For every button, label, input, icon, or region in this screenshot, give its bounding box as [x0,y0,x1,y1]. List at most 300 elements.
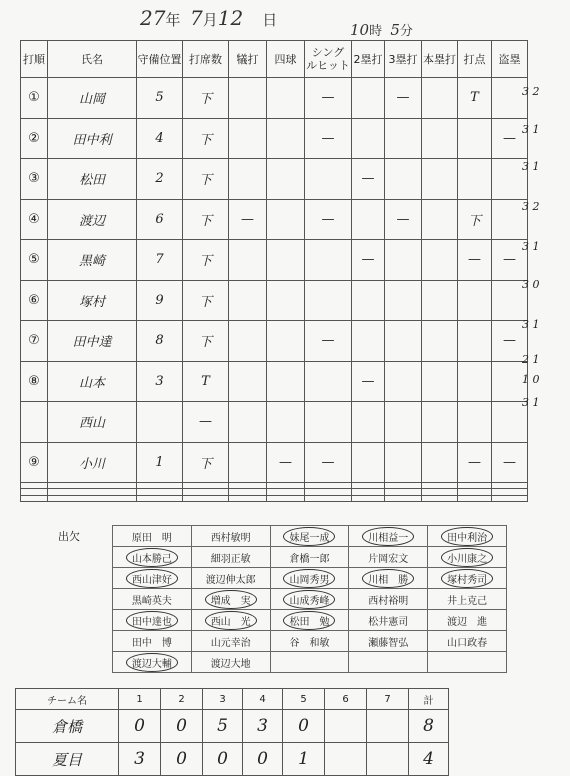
inning-score: 0 [119,710,161,743]
batting-order: ⑦ [28,333,40,349]
cell-pa [183,78,229,119]
attendance-cell [270,526,349,547]
cell-value: 西山 [78,416,105,432]
cell-pa [183,118,229,159]
blank-cell [137,495,183,501]
column-header: 盗塁 [492,41,528,78]
cell-single [305,442,352,483]
cell-pa [183,159,229,200]
member-name: 山口政春 [447,637,488,649]
member-name: 妹尾一成 [283,527,335,546]
total-score: 4 [409,743,449,776]
cell-triple [385,199,422,240]
attendance-cell [428,526,507,547]
cell-value: 下 [198,335,212,351]
cell-value: — [503,454,516,470]
cell-order [21,78,48,119]
cell-pos [137,78,183,119]
batter-row [21,361,528,402]
cell-bb [267,321,305,362]
cell-name [48,118,137,159]
cell-value: 下 [198,254,212,270]
attendance-row [113,547,507,568]
member-name: 井上克己 [447,595,488,607]
batting-order: ⑨ [28,454,40,470]
cell-value: — [321,454,335,470]
cell-order [21,159,48,200]
cell-value: 1 [155,454,164,470]
cell-value: — [279,454,292,470]
cell-pos [137,402,183,443]
cell-value: — [503,130,516,146]
time-hour-unit: 時 [369,24,383,39]
cell-value: 渡辺 [78,213,105,229]
attendance-row [113,526,507,547]
batter-row [21,118,528,159]
side-value: 3 1 [522,123,540,136]
cell-pa [183,402,229,443]
linescore-header: 1 [119,689,161,710]
inning-score [325,710,367,743]
cell-pos [137,199,183,240]
cell-order [21,402,48,443]
cell-bb [267,78,305,119]
cell-value: 山岡 [78,92,105,108]
date-line [140,6,277,30]
member-name: 西村裕明 [368,595,409,607]
cell-value: T [201,373,210,389]
cell-value: 田中達 [72,335,112,351]
cell-single [305,78,352,119]
cell-bb [267,118,305,159]
member-name: 黒崎英夫 [131,595,172,607]
cell-order [21,442,48,483]
cell-double [352,118,385,159]
cell-value: — [321,130,335,146]
scoresheet-header-row [21,41,528,78]
cell-value: 8 [155,333,164,349]
cell-sac [229,361,267,402]
attendance-cell [428,568,507,589]
linescore-header: 4 [243,689,283,710]
cell-triple [385,159,422,200]
cell-order [21,321,48,362]
date-month: 7 [190,6,203,30]
member-name: 瀬藤智弘 [368,637,409,649]
member-name: 渡辺伸太郎 [205,574,256,586]
team-row [16,710,449,743]
cell-sac [229,402,267,443]
cell-value: — [321,90,335,106]
attendance-cell [349,526,428,547]
cell-hr [422,78,458,119]
cell-value: 6 [155,211,164,227]
cell-bb [267,280,305,321]
cell-order [21,118,48,159]
linescore-header: チーム名 [16,689,119,710]
batting-scoresheet [20,40,528,502]
date-year: 27 [140,6,166,30]
date-year-unit: 年 [165,11,181,29]
cell-value: 下 [467,213,481,229]
cell-triple [385,361,422,402]
inning-score: 1 [283,743,325,776]
cell-name [48,199,137,240]
cell-triple [385,240,422,281]
cell-pa [183,361,229,402]
cell-value: 7 [155,252,164,268]
blank-row [21,495,528,501]
cell-double [352,321,385,362]
attendance-cell [113,631,192,652]
linescore-header: 7 [367,689,409,710]
cell-rbi [458,361,492,402]
cell-value: T [470,90,479,106]
total-score: 8 [409,710,449,743]
batter-row [21,402,528,443]
cell-triple [385,118,422,159]
cell-name [48,78,137,119]
column-header: 氏名 [48,41,137,78]
member-name: 谷 和敏 [289,637,330,649]
side-value: 3 1 [522,240,540,253]
column-header: 2塁打 [352,41,385,78]
blank-cell [48,495,137,501]
member-name: 山岡秀男 [283,569,335,588]
cell-value: 松田 [78,173,105,189]
cell-single [305,199,352,240]
cell-value: 4 [155,130,164,146]
attendance-row [113,631,507,652]
cell-value: — [241,211,254,227]
cell-double [352,402,385,443]
cell-double [352,199,385,240]
batting-order: ④ [28,211,40,227]
linescore-header-row [16,689,449,710]
member-name: 山本勝己 [126,548,178,567]
cell-sac [229,280,267,321]
attendance-cell [270,610,349,631]
side-value: 2 1 [522,353,540,366]
attendance-cell [270,568,349,589]
member-name: 片岡宏文 [368,553,409,565]
cell-sac [229,442,267,483]
inning-score: 0 [203,743,243,776]
attendance-cell [349,610,428,631]
column-header: 3塁打 [385,41,422,78]
attendance-cell [191,589,270,610]
date-day-unit: 日 [262,11,278,29]
cell-single [305,240,352,281]
batter-row [21,240,528,281]
side-value: 3 1 [522,160,540,173]
attendance-cell [191,547,270,568]
member-name: 西山 光 [205,611,257,630]
attendance-cell [191,526,270,547]
member-name: 川相益一 [362,527,414,546]
cell-pa [183,199,229,240]
cell-double [352,361,385,402]
cell-hr [422,199,458,240]
column-header: 犠打 [229,41,267,78]
attendance-cell [113,652,192,673]
scoresheet-body [21,78,528,502]
cell-hr [422,321,458,362]
attendance-cell [428,652,507,673]
attendance-cell [113,589,192,610]
attendance-cell [349,631,428,652]
cell-value: 9 [155,292,164,308]
batting-order: ⑤ [28,252,40,268]
cell-bb [267,199,305,240]
cell-order [21,361,48,402]
blank-cell [21,495,48,501]
cell-order [21,240,48,281]
cell-name [48,240,137,281]
cell-value: 下 [198,92,212,108]
cell-hr [422,361,458,402]
linescore-header: 2 [161,689,203,710]
cell-hr [422,240,458,281]
batting-order: ⑧ [28,373,40,389]
attendance-row [113,652,507,673]
attendance-cell [428,631,507,652]
attendance-cell [349,547,428,568]
cell-value: — [361,252,375,268]
inning-score: 5 [203,710,243,743]
cell-double [352,280,385,321]
attendance-cell [191,610,270,631]
member-name: 倉橋一郎 [289,553,330,565]
cell-value: 山本 [78,375,105,391]
column-header: 本塁打 [422,41,458,78]
cell-value: 下 [198,132,212,148]
inning-score: 0 [161,743,203,776]
cell-value: — [503,252,516,268]
time-minute-unit: 分 [399,24,413,39]
cell-pos [137,361,183,402]
linescore-header: 5 [283,689,325,710]
cell-value: — [396,211,410,227]
cell-value: 塚村 [78,294,105,310]
cell-pos [137,159,183,200]
cell-triple [385,442,422,483]
cell-rbi [458,321,492,362]
cell-sac [229,240,267,281]
attendance-cell [349,589,428,610]
member-name: 田中達也 [126,611,178,630]
team-name: 倉橋 [16,710,119,743]
cell-value: 下 [198,173,212,189]
time-hour: 10 [350,21,370,39]
cell-name [48,442,137,483]
attendance-cell [191,568,270,589]
linescore-header: 計 [409,689,449,710]
cell-value: 2 [155,171,164,187]
inning-score: 0 [243,743,283,776]
batting-order: ① [28,90,40,106]
linescore-header: 3 [203,689,243,710]
member-name: 西村敏明 [210,532,251,544]
cell-bb [267,240,305,281]
inning-score: 3 [243,710,283,743]
side-value: 3 0 [522,278,540,291]
cell-value: — [199,414,212,430]
cell-bb [267,442,305,483]
member-name: 松田 勉 [283,611,335,630]
side-value: 3 1 [522,396,540,409]
cell-order [21,280,48,321]
side-value: 1 0 [522,373,540,386]
member-name: 原田 明 [131,532,172,544]
team-name: 夏目 [16,743,119,776]
blank-cell [422,495,458,501]
side-value: 3 2 [522,85,540,98]
cell-bb [267,402,305,443]
cell-single [305,280,352,321]
column-header: シング ルヒット [305,41,352,78]
attendance-row [113,589,507,610]
cell-sb [492,442,528,483]
member-name: 田中利治 [441,527,493,546]
batting-order: ⑥ [28,292,40,308]
attendance-table [112,525,507,673]
attendance-cell [113,610,192,631]
cell-single [305,118,352,159]
blank-cell [458,495,492,501]
batter-row [21,442,528,483]
cell-hr [422,442,458,483]
cell-hr [422,159,458,200]
blank-cell [229,495,267,501]
side-notes [522,40,570,440]
cell-sac [229,321,267,362]
cell-rbi [458,78,492,119]
cell-value: — [468,252,481,268]
cell-value: — [321,333,335,349]
cell-value: — [396,90,410,106]
attendance-row [113,568,507,589]
cell-single [305,361,352,402]
member-name: 小川康之 [441,548,493,567]
attendance-cell [349,652,428,673]
cell-rbi [458,159,492,200]
member-name: 渡辺大輔 [126,653,178,672]
batter-row [21,78,528,119]
date-day: 12 [217,6,244,30]
cell-sac [229,199,267,240]
cell-pa [183,321,229,362]
linescore-header: 6 [325,689,367,710]
attendance-cell [428,589,507,610]
attendance-cell [270,652,349,673]
cell-value: — [321,211,335,227]
attendance-cell [349,568,428,589]
cell-triple [385,280,422,321]
inning-score: 0 [283,710,325,743]
attendance-cell [113,547,192,568]
batter-row [21,321,528,362]
cell-single [305,159,352,200]
cell-bb [267,361,305,402]
cell-value: — [503,333,516,349]
column-header: 四球 [267,41,305,78]
cell-name [48,402,137,443]
attendance-cell [113,526,192,547]
batter-row [21,199,528,240]
cell-pos [137,118,183,159]
member-name: 山元幸治 [210,637,251,649]
cell-value: 下 [198,294,212,310]
time-minute: 5 [390,21,400,39]
member-name: 松井憲司 [368,616,409,628]
attendance-cell [191,631,270,652]
blank-cell [385,495,422,501]
blank-cell [352,495,385,501]
cell-value: 小川 [78,456,105,472]
member-name: 細羽正敏 [210,553,251,565]
date-month-unit: 月 [202,11,218,29]
member-name: 増成 実 [205,590,257,609]
attendance-cell [113,568,192,589]
inning-score [367,710,409,743]
cell-value: 5 [155,90,164,106]
attendance-cell [270,547,349,568]
attendance-row [113,610,507,631]
linescore-table [15,688,449,776]
cell-double [352,78,385,119]
cell-triple [385,321,422,362]
column-header: 打順 [21,41,48,78]
cell-value: — [468,454,481,470]
cell-pos [137,442,183,483]
cell-sac [229,159,267,200]
member-name: 川相 勝 [362,569,414,588]
cell-bb [267,159,305,200]
blank-cell [305,495,352,501]
cell-pos [137,280,183,321]
cell-triple [385,402,422,443]
cell-order [21,199,48,240]
member-name: 西山津好 [126,569,178,588]
cell-name [48,159,137,200]
batting-order: ② [28,130,40,146]
batter-row [21,280,528,321]
attendance-cell [428,547,507,568]
time-line [350,20,413,39]
cell-value: 下 [198,456,212,472]
attendance-cell [191,652,270,673]
batting-order: ③ [28,171,40,187]
inning-score: 0 [161,710,203,743]
blank-cell [267,495,305,501]
cell-name [48,361,137,402]
cell-value: 下 [198,213,212,229]
cell-double [352,159,385,200]
cell-value: 田中利 [72,132,112,148]
cell-hr [422,280,458,321]
side-value: 3 1 [522,318,540,331]
cell-sac [229,78,267,119]
blank-cell [492,495,528,501]
cell-double [352,442,385,483]
cell-rbi [458,240,492,281]
member-name: 渡辺 進 [447,616,488,628]
cell-value: 黒崎 [78,254,105,270]
cell-rbi [458,118,492,159]
member-name: 山成秀峰 [283,590,335,609]
cell-name [48,280,137,321]
